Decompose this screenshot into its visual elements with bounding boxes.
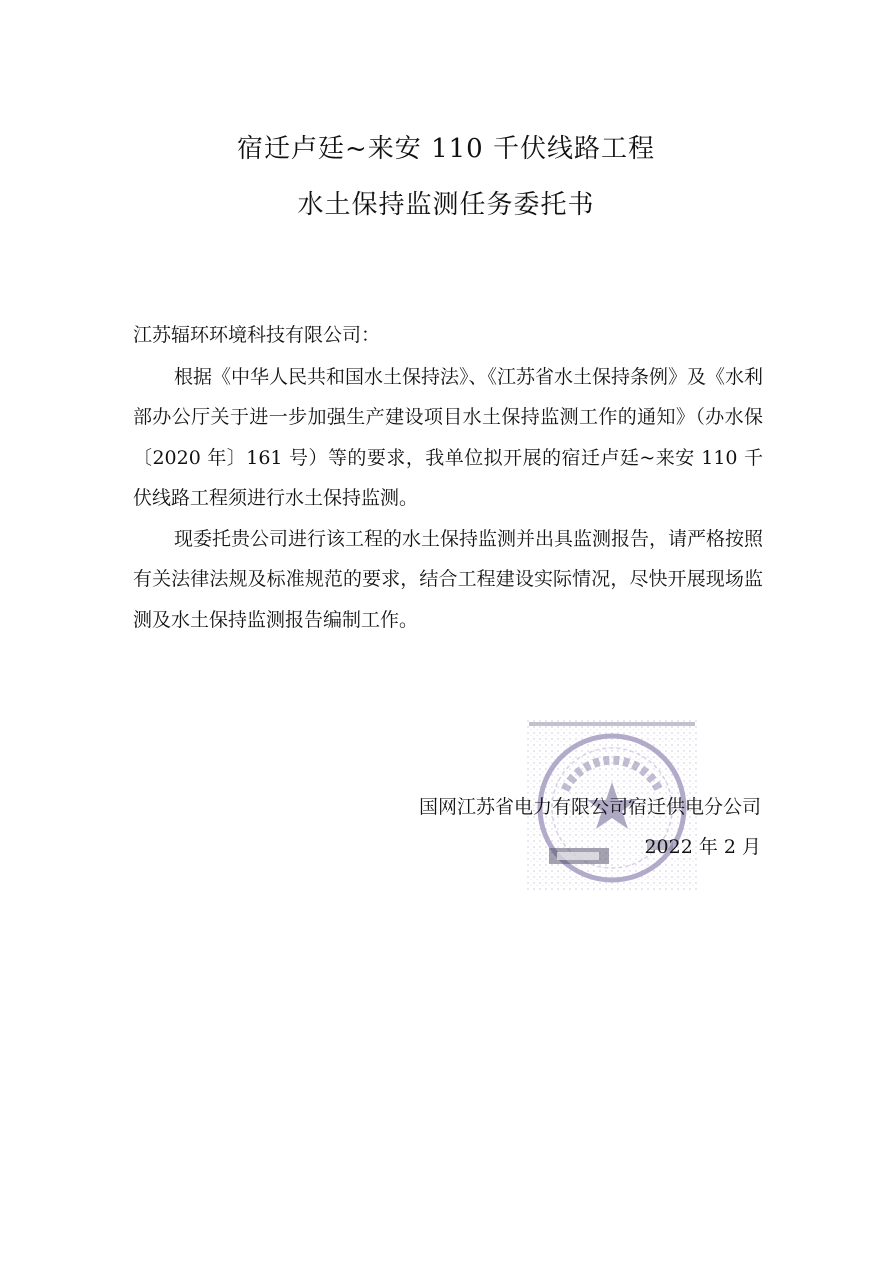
document-title-line-1: 宿迁卢廷~来安 110 千伏线路工程: [237, 134, 655, 164]
document-title-line-2: 水土保持监测任务委托书: [297, 190, 595, 220]
body-paragraph-1: 根据《中华人民共和国水土保持法》、《江苏省水土保持条例》及《水利部办公厅关于进一步加强生产建设项目水土保持监测工作的通知》（办水保〔2020 年〕161 号）等的要求，我单位拟开展的宿迁卢廷~来安 110 千伏线路工程须进行水土保持监测。: [133, 366, 764, 509]
signature-date: 2022 年 2 月: [644, 836, 761, 858]
addressee: 江苏辐环环境科技有限公司：: [133, 324, 381, 346]
signature-organization: 国网江苏省电力有限公司宿迁供电分公司: [418, 796, 761, 818]
body-paragraph-2: 现委托贵公司进行该工程的水土保持监测并出具监测报告，请严格按照有关法律法规及标准规范的要求，结合工程建设实际情况，尽快开展现场监测及水土保持监测报告编制工作。: [133, 528, 764, 631]
